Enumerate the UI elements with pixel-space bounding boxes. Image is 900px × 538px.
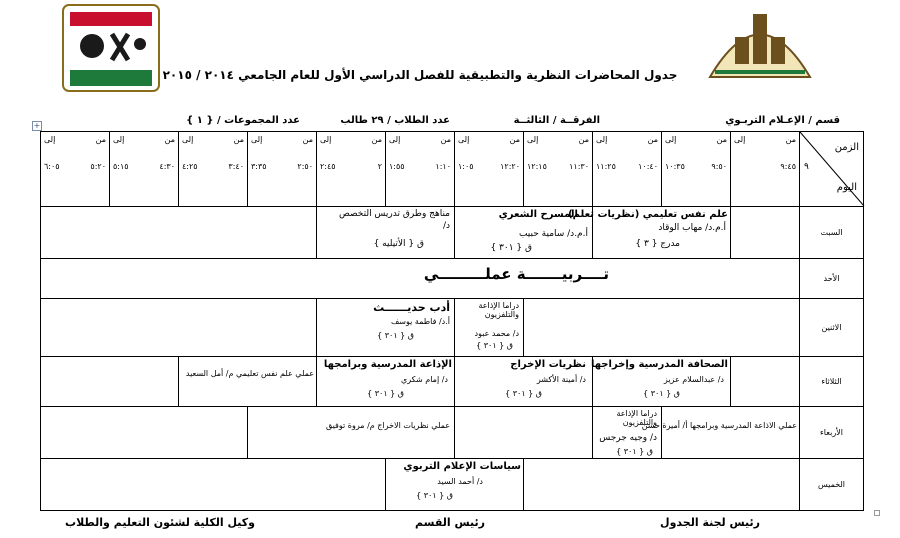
day-tuesday: الثلاثاء <box>800 357 864 407</box>
corner-nine: ٩ <box>804 162 809 172</box>
day-thursday: الخميس <box>800 459 864 511</box>
mon-empty-2 <box>524 299 800 357</box>
groups-label: عدد المجموعات / { ١ } <box>186 115 300 126</box>
year-label: الفرقــة / الثالثــة <box>513 115 600 126</box>
mon-empty <box>41 299 317 357</box>
tue-empty <box>41 357 179 407</box>
time-slot-2: من إلى ٩:٥٠ ١٠:٣٥ <box>662 132 731 207</box>
day-sunday: الأحد <box>800 259 864 299</box>
university-logo <box>705 2 815 82</box>
sun-cell: تــــربيـــــــة عملـــــــــي <box>41 259 800 299</box>
corner-time-label: الزمن <box>834 142 859 153</box>
faculty-logo <box>62 4 160 92</box>
time-slot-8: من إلى ٢:٥٠ ٣:٣٥ <box>248 132 317 207</box>
corner-day-label: اليوم <box>836 182 857 193</box>
time-slot-10: من إلى ٤:٣٠ ٥:١٥ <box>110 132 179 207</box>
sat-cell-3: مناهج وطرق تدريس التخصص د/ ق { الأتيليه } <box>317 207 455 259</box>
thu-empty-2 <box>524 459 800 511</box>
sat-empty <box>41 207 317 259</box>
schedule-table <box>40 131 864 511</box>
tue-cell-2: نظريات الإخراج د/ أمينة الأكشر ق { ٣٠١ } <box>455 357 593 407</box>
corner-header <box>800 132 864 207</box>
time-slot-4: من إلى ١١:٣٠ ١٢:١٥ <box>524 132 593 207</box>
time-slot-5: من إلى ١٢:٢٠ ١:٠٥ <box>455 132 524 207</box>
wed-cell-3: عملي نظريات الاخراج م/ مروة توفيق <box>248 407 455 459</box>
day-wednesday: الأربعاء <box>800 407 864 459</box>
mon-cell-1: دراما الإذاعة والتلفزيون د/ محمد عبود ق { ٣٠١ } <box>455 299 524 357</box>
thu-empty <box>41 459 386 511</box>
time-slot-11: من إلى ٥:٢٠ ٦:٠٥ <box>41 132 110 207</box>
tue-cell-4: عملي علم نفس تعليمي م/ أمل السعيد <box>179 357 317 407</box>
tue-empty-slot1 <box>731 357 800 407</box>
signature-3: وكيل الكلية لشئون التعليم والطلاب <box>65 516 255 529</box>
tue-cell-1: الصحافة المدرسية وإخراجها د/ عبدالسلام عزيز ق { ٣٠١ } <box>593 357 731 407</box>
sat-cell-2: المسرح الشعري أ.م.د/ سامية حبيب ق { ٣٠١ } <box>455 207 593 259</box>
sat-empty-slot1 <box>731 207 800 259</box>
day-saturday: السبت <box>800 207 864 259</box>
wed-cell-2: دراما الإذاعة والتلفزيون د/ وجيه جرجس ق { ٣٠١ } <box>593 407 662 459</box>
signature-1: رئيس لجنة الجدول <box>660 516 760 529</box>
day-monday: الاثنين <box>800 299 864 357</box>
info-row <box>150 115 840 131</box>
time-slot-9: من إلى ٣:٤٠ ٤:٢٥ <box>179 132 248 207</box>
wed-cell-1: عملي الاذاعة المدرسية وبرامجها أ/ أميرة حسن <box>662 407 800 459</box>
time-slot-1: من إلى ٩:٤٥ <box>731 132 800 207</box>
thu-cell-1: سياسات الإعلام التربوي د/ أحمد السيد ق { ٣٠١ } <box>386 459 524 511</box>
wed-empty-2 <box>455 407 593 459</box>
time-slot-7: من إلى ٢ ٢:٤٥ <box>317 132 386 207</box>
time-slot-3: من إلى ١٠:٤٠ ١١:٢٥ <box>593 132 662 207</box>
time-slot-6: من إلى ١:١٠ ١:٥٥ <box>386 132 455 207</box>
table-resize-handle[interactable] <box>874 510 880 516</box>
tue-cell-3: الإذاعة المدرسية وبرامجها د/ إمام شكري ق { ٣٠١ } <box>317 357 455 407</box>
wed-empty <box>41 407 248 459</box>
table-handle-plus-icon[interactable]: + <box>33 121 41 130</box>
page-title: جدول المحاضرات النظرية والتطبيقية للفصل الدراسي الأول للعام الجامعي ٢٠١٤ / ٢٠١٥ <box>162 68 678 82</box>
sat-cell-1: علم نفس تعليمي (نظريات تعلم) أ.م.د/ مهاب الوقاد مدرج { ٣ } <box>593 207 731 259</box>
mon-cell-2: أدب حديــــــث أ.د/ فاطمة يوسف ق { ٣٠١ } <box>317 299 455 357</box>
students-label: عدد الطلاب / ٢٩ طالب <box>340 115 450 126</box>
department-label: قسم / الإعـلام التربـوي <box>725 115 840 126</box>
signature-2: رئيس القسم <box>415 516 485 529</box>
